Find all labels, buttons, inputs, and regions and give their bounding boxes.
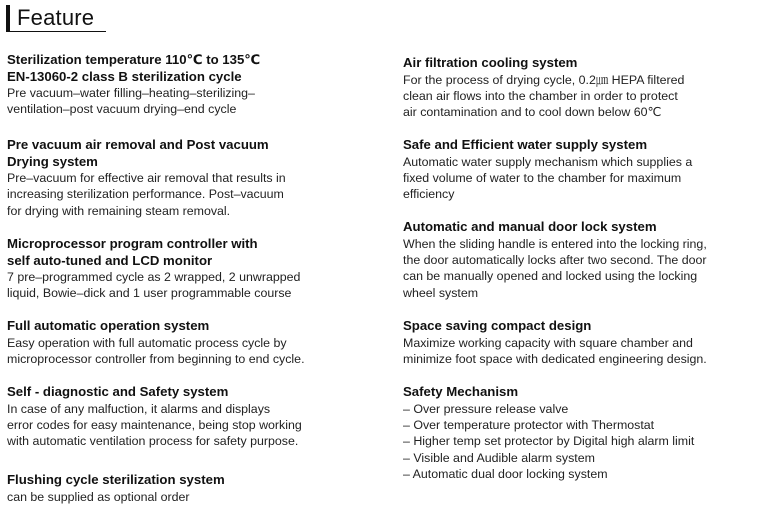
feature-water-supply: [403, 137, 692, 203]
feature-title: Safety Mechanism: [403, 384, 519, 399]
feature-door-lock-system: [403, 219, 707, 301]
feature-title: Self - diagnostic and Safety system: [7, 384, 229, 399]
safety-mechanism-list: [403, 401, 694, 483]
feature-title: Air filtration cooling system: [403, 55, 578, 70]
feature-description: In case of any malfuction, it alarms and displays error codes for easy maintenance, being stop working with automatic ventilation process for safety purpose.: [7, 401, 302, 449]
feature-description: 7 pre–programmed cycle as 2 wrapped, 2 unwrapped liquid, Bowie–dick and 1 user programmable course: [7, 270, 301, 301]
feature-title: Safe and Efficient water supply system: [403, 137, 648, 152]
feature-description: can be supplied as optional order: [7, 489, 190, 504]
feature-description: For the process of drying cycle, 0.2㎛ HEPA filtered clean air flows into the chamber in order to protect air contamination and to cool down below 60℃: [403, 72, 685, 120]
feature-flushing-cycle: [7, 472, 225, 505]
list-item: – Over pressure release valve: [403, 401, 569, 416]
page-title: Feature: [17, 5, 95, 30]
feature-description: Easy operation with full automatic process cycle by microprocessor controller from beginning to end cycle.: [7, 335, 305, 366]
feature-title: Full automatic operation system: [7, 318, 210, 333]
feature-safety-mechanism: [403, 384, 694, 483]
feature-title: Space saving compact design: [403, 318, 592, 333]
feature-title: Flushing cycle sterilization system: [7, 472, 225, 487]
header-accent-bar: [6, 5, 10, 31]
feature-vacuum-air-removal: [7, 137, 286, 219]
feature-self-diagnostic-safety: [7, 384, 302, 450]
list-item: – Automatic dual door locking system: [403, 467, 608, 482]
feature-title: Automatic and manual door lock system: [403, 219, 657, 234]
feature-title: Sterilization temperature 110℃ to 135℃ EN-13060-2 class B sterilization cycle: [7, 52, 261, 84]
feature-description: Pre vacuum–water filling–heating–sterilizing– ventilation–post vacuum drying–end cycle: [7, 86, 255, 117]
feature-microprocessor-controller: [7, 236, 300, 302]
feature-description: When the sliding handle is entered into the locking ring, the door automatically locks after two second. The door can be manually opened and locked using the locking wheel system: [403, 236, 707, 300]
list-item: – Over temperature protector with Thermostat: [403, 417, 655, 432]
header-underline: [6, 31, 106, 32]
feature-description: Maximize working capacity with square chamber and minimize foot space with dedicated engineering design.: [403, 335, 707, 366]
feature-air-filtration-cooling: [403, 55, 684, 121]
feature-title: Microprocessor program controller with self auto-tuned and LCD monitor: [7, 236, 258, 268]
list-item: – Visible and Audible alarm system: [403, 450, 595, 465]
feature-description: Automatic water supply mechanism which supplies a fixed volume of water to the chamber for maximum efficiency: [403, 154, 693, 202]
feature-sterilization-temperature: [7, 52, 260, 118]
feature-description: Pre–vacuum for effective air removal that results in increasing sterilization performance. Post–vacuum for drying with remaining steam removal.: [7, 171, 286, 218]
feature-compact-design: [403, 318, 707, 367]
feature-full-automatic-operation: [7, 318, 305, 367]
list-item: – Higher temp set protector by Digital high alarm limit: [403, 434, 695, 449]
feature-title: Pre vacuum air removal and Post vacuum Drying system: [7, 137, 269, 169]
page-header: [6, 4, 94, 32]
